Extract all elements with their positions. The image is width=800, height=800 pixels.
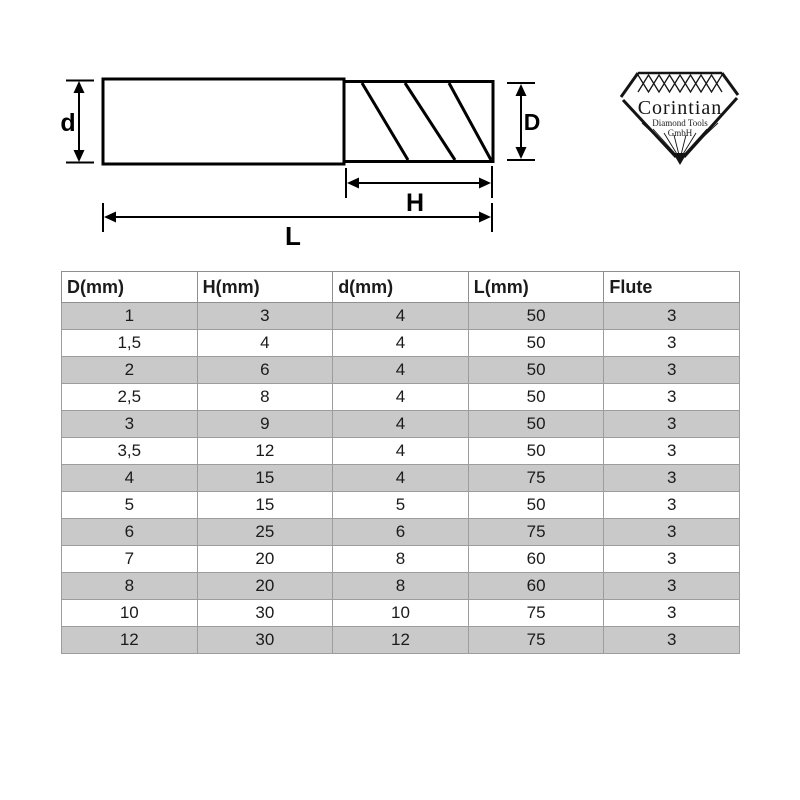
table-cell: 75 bbox=[468, 519, 604, 546]
table-cell: 3 bbox=[604, 357, 740, 384]
table-row bbox=[62, 627, 740, 654]
table-cell: 4 bbox=[333, 330, 469, 357]
table-cell: 4 bbox=[333, 465, 469, 492]
table-row bbox=[62, 465, 740, 492]
table-cell: 12 bbox=[62, 627, 198, 654]
H-arrow-left bbox=[347, 178, 359, 189]
table-cell: 60 bbox=[468, 546, 604, 573]
table-row bbox=[62, 519, 740, 546]
table-cell: 75 bbox=[468, 627, 604, 654]
table-cell: 50 bbox=[468, 438, 604, 465]
table-row bbox=[62, 303, 740, 330]
table-header-cell: H(mm) bbox=[197, 272, 333, 303]
company-logo bbox=[616, 66, 744, 170]
table-cell: 50 bbox=[468, 492, 604, 519]
d-arrow-down bbox=[74, 150, 85, 162]
table-cell: 3 bbox=[604, 411, 740, 438]
table-cell: 3 bbox=[604, 519, 740, 546]
H-arrow-right bbox=[479, 178, 491, 189]
table-cell: 5 bbox=[62, 492, 198, 519]
table-cell: 15 bbox=[197, 465, 333, 492]
table-cell: 3 bbox=[62, 411, 198, 438]
table-cell: 8 bbox=[333, 573, 469, 600]
table-cell: 4 bbox=[333, 303, 469, 330]
table-container bbox=[61, 271, 740, 654]
table-row bbox=[62, 600, 740, 627]
D-label: D bbox=[523, 109, 541, 135]
table-header-cell: d(mm) bbox=[333, 272, 469, 303]
table-cell: 50 bbox=[468, 411, 604, 438]
table-cell: 8 bbox=[197, 384, 333, 411]
table-header-row bbox=[62, 272, 740, 303]
L-arrow-left bbox=[104, 212, 116, 223]
table-cell: 2 bbox=[62, 357, 198, 384]
table-cell: 3 bbox=[604, 438, 740, 465]
table-row bbox=[62, 357, 740, 384]
table-cell: 9 bbox=[197, 411, 333, 438]
table-cell: 60 bbox=[468, 573, 604, 600]
table-cell: 1 bbox=[62, 303, 198, 330]
table-cell: 1,5 bbox=[62, 330, 198, 357]
table-row bbox=[62, 438, 740, 465]
table-cell: 4 bbox=[197, 330, 333, 357]
logo-company-name: Corintian bbox=[637, 97, 723, 119]
table-header-cell: Flute bbox=[604, 272, 740, 303]
table-cell: 75 bbox=[468, 600, 604, 627]
table-row bbox=[62, 492, 740, 519]
table-cell: 20 bbox=[197, 546, 333, 573]
table-cell: 20 bbox=[197, 573, 333, 600]
table-cell: 6 bbox=[62, 519, 198, 546]
table-cell: 12 bbox=[197, 438, 333, 465]
H-label: H bbox=[405, 189, 425, 217]
table-cell: 4 bbox=[333, 438, 469, 465]
table-cell: 8 bbox=[62, 573, 198, 600]
table-cell: 7 bbox=[62, 546, 198, 573]
table-cell: 3 bbox=[604, 600, 740, 627]
table-cell: 3 bbox=[604, 546, 740, 573]
table-cell: 6 bbox=[333, 519, 469, 546]
table-cell: 3 bbox=[604, 465, 740, 492]
table-header-cell: L(mm) bbox=[468, 272, 604, 303]
dimensions-table bbox=[61, 271, 740, 654]
table-row bbox=[62, 546, 740, 573]
table-row bbox=[62, 573, 740, 600]
table-header-cell: D(mm) bbox=[62, 272, 198, 303]
table-cell: 3 bbox=[604, 330, 740, 357]
L-label: L bbox=[285, 221, 301, 251]
table-body bbox=[62, 303, 740, 654]
D-arrow-up bbox=[516, 84, 527, 96]
D-arrow-down bbox=[516, 147, 527, 159]
table-cell: 3 bbox=[604, 384, 740, 411]
table-cell: 50 bbox=[468, 384, 604, 411]
table-cell: 4 bbox=[333, 384, 469, 411]
table-cell: 3 bbox=[604, 303, 740, 330]
table-cell: 75 bbox=[468, 465, 604, 492]
table-cell: 3 bbox=[197, 303, 333, 330]
table-cell: 50 bbox=[468, 330, 604, 357]
table-cell: 10 bbox=[62, 600, 198, 627]
table-cell: 2,5 bbox=[62, 384, 198, 411]
table-cell: 3 bbox=[604, 492, 740, 519]
table-cell: 10 bbox=[333, 600, 469, 627]
logo-line2: GmbH bbox=[667, 128, 693, 138]
table-cell: 3,5 bbox=[62, 438, 198, 465]
logo-line1: Diamond Tools bbox=[652, 118, 708, 128]
table-cell: 4 bbox=[62, 465, 198, 492]
d-arrow-up bbox=[74, 81, 85, 93]
table-row bbox=[62, 384, 740, 411]
table-cell: 25 bbox=[197, 519, 333, 546]
table-cell: 3 bbox=[604, 627, 740, 654]
table-cell: 50 bbox=[468, 303, 604, 330]
table-row bbox=[62, 330, 740, 357]
table-cell: 12 bbox=[333, 627, 469, 654]
table-cell: 30 bbox=[197, 600, 333, 627]
table-cell: 4 bbox=[333, 411, 469, 438]
d-label: d bbox=[60, 109, 76, 137]
table-cell: 3 bbox=[604, 573, 740, 600]
table-cell: 5 bbox=[333, 492, 469, 519]
table-cell: 6 bbox=[197, 357, 333, 384]
L-arrow-right bbox=[479, 212, 491, 223]
table-cell: 50 bbox=[468, 357, 604, 384]
table-cell: 15 bbox=[197, 492, 333, 519]
table-cell: 30 bbox=[197, 627, 333, 654]
table-row bbox=[62, 411, 740, 438]
shank-rect bbox=[103, 79, 344, 164]
table-cell: 4 bbox=[333, 357, 469, 384]
table-cell: 8 bbox=[333, 546, 469, 573]
